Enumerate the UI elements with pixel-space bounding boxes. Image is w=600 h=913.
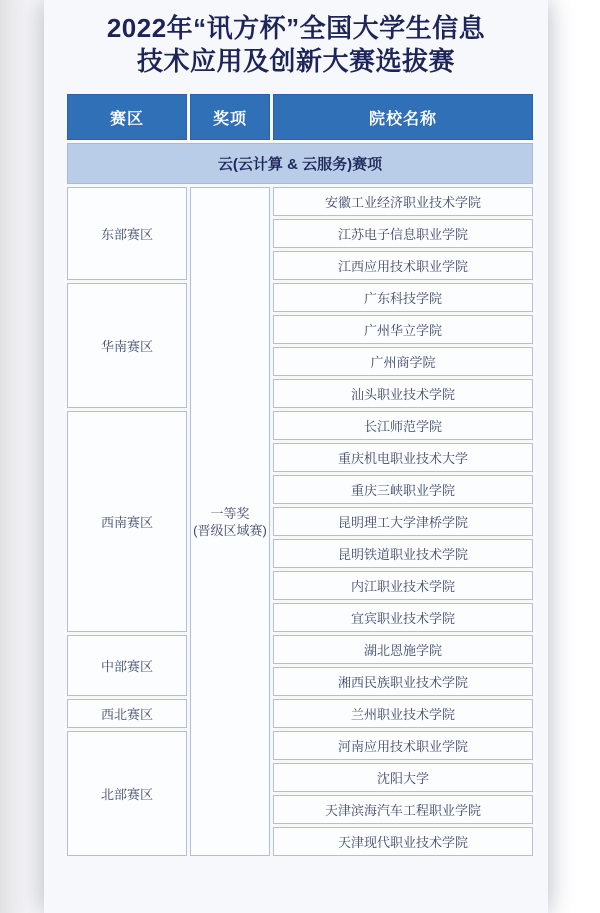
document-page xyxy=(44,0,548,913)
page-title-line2: 技术应用及创新大赛选拔赛 xyxy=(136,46,455,76)
school-cell: 重庆三峡职业学院 xyxy=(273,475,533,504)
school-cell: 江西应用技术职业学院 xyxy=(273,251,533,280)
school-cell: 湘西民族职业技术学院 xyxy=(273,667,533,696)
school-cell: 广州华立学院 xyxy=(273,315,533,344)
award-line1: 一等奖 xyxy=(210,505,250,521)
zone-cell-northern: 北部赛区 xyxy=(67,731,187,856)
zone-cell-northwest: 西北赛区 xyxy=(67,699,187,728)
zone-cell-southwest: 西南赛区 xyxy=(67,411,187,632)
school-cell: 河南应用技术职业学院 xyxy=(273,731,533,760)
school-cell: 天津现代职业技术学院 xyxy=(273,827,533,856)
table-row xyxy=(67,283,533,312)
table-row xyxy=(67,411,533,440)
section-header-row xyxy=(67,143,533,184)
header-cell-school: 院校名称 xyxy=(273,94,533,140)
school-cell: 汕头职业技术学院 xyxy=(273,379,533,408)
school-cell: 兰州职业技术学院 xyxy=(273,699,533,728)
table-header-row xyxy=(67,94,533,140)
zone-cell-central: 中部赛区 xyxy=(67,635,187,696)
table-row xyxy=(67,731,533,760)
table-row xyxy=(67,635,533,664)
award-cell xyxy=(190,187,270,856)
results-table xyxy=(64,91,536,859)
school-cell: 广州商学院 xyxy=(273,347,533,376)
zone-cell-south-china: 华南赛区 xyxy=(67,283,187,408)
school-cell: 昆明铁道职业技术学院 xyxy=(273,539,533,568)
school-cell: 安徽工业经济职业技术学院 xyxy=(273,187,533,216)
table-row xyxy=(67,699,533,728)
zone-cell-eastern: 东部赛区 xyxy=(67,187,187,280)
school-cell: 天津滨海汽车工程职业学院 xyxy=(273,795,533,824)
page-title-line1: 2022年“讯方杯”全国大学生信息 xyxy=(106,13,486,43)
school-cell: 内江职业技术学院 xyxy=(273,571,533,600)
school-cell: 广东科技学院 xyxy=(273,283,533,312)
section-header-cell: 云(云计算 & 云服务)赛项 xyxy=(67,143,533,184)
header-cell-zone: 赛区 xyxy=(67,94,187,140)
school-cell: 长江师范学院 xyxy=(273,411,533,440)
school-cell: 宜宾职业技术学院 xyxy=(273,603,533,632)
page-title xyxy=(44,0,548,78)
header-cell-award: 奖项 xyxy=(190,94,270,140)
school-cell: 湖北恩施学院 xyxy=(273,635,533,664)
table-row xyxy=(67,187,533,216)
award-line2: (晋级区域赛) xyxy=(193,522,267,538)
school-cell: 重庆机电职业技术大学 xyxy=(273,443,533,472)
school-cell: 昆明理工大学津桥学院 xyxy=(273,507,533,536)
school-cell: 江苏电子信息职业学院 xyxy=(273,219,533,248)
school-cell: 沈阳大学 xyxy=(273,763,533,792)
